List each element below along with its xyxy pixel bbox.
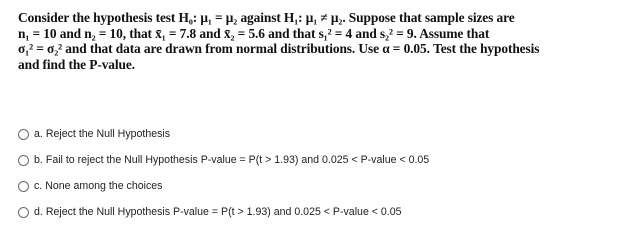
answer-option-b[interactable] <box>18 147 608 173</box>
radio-button-a[interactable] <box>18 129 29 140</box>
option-label[interactable]: None among the choices <box>45 180 163 192</box>
question-line: and find the P-value. <box>18 56 135 72</box>
question-line: Consider the hypothesis test H₀: μ₁ = μ₂ against H₁: μ₁ ≠ μ₂. Suppose that sample sizes are <box>18 10 515 25</box>
answer-option-c[interactable] <box>18 173 608 199</box>
answer-option-d[interactable] <box>18 199 608 225</box>
option-label[interactable]: Fail to reject the Null Hypothesis P-value = P(t > 1.93) and 0.025 < P-value < 0.05 <box>45 154 430 166</box>
radio-button-d[interactable] <box>18 207 29 218</box>
question-text <box>18 10 610 72</box>
radio-button-b[interactable] <box>18 155 29 166</box>
question-line: n₁ = 10 and n₂ = 10, that x̄₁ = 7.8 and x̄₂ = 5.6 and that s₁² = 4 and s₂² = 9. Assume that <box>18 25 490 41</box>
option-letter: a. <box>34 128 43 140</box>
option-letter: d. <box>34 206 43 218</box>
option-letter: b. <box>34 154 43 166</box>
radio-button-c[interactable] <box>18 181 29 192</box>
option-letter: c. <box>34 180 43 192</box>
option-label[interactable]: Reject the Null Hypothesis <box>45 128 171 140</box>
question-line: σ₁² = σ₂² and that data are drawn from normal distributions. Use α = 0.05. Test the hypothesis <box>18 41 540 57</box>
option-label[interactable]: Reject the Null Hypothesis P-value = P(t > 1.93) and 0.025 < P-value < 0.05 <box>45 206 402 218</box>
answer-options <box>18 121 608 225</box>
answer-option-a[interactable] <box>18 121 608 147</box>
